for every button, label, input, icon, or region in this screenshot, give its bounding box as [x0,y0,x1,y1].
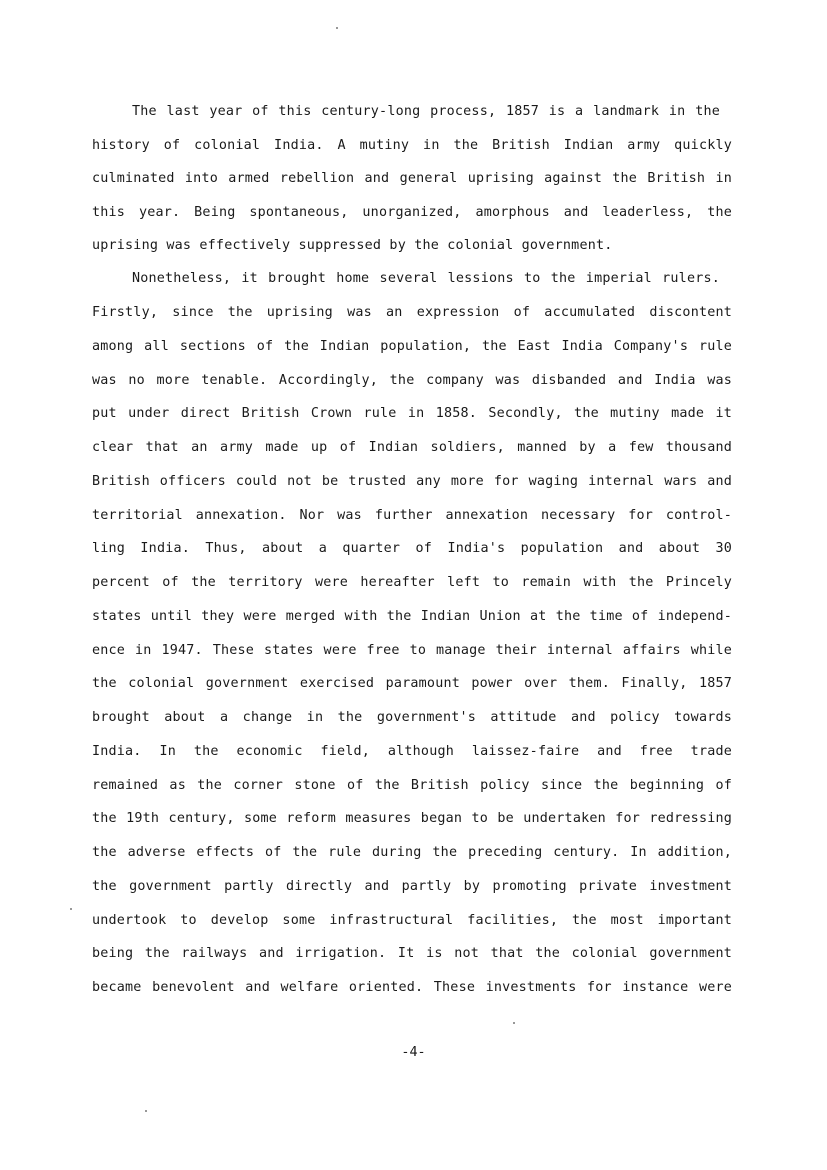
page-number: -4- [401,1045,426,1060]
paragraph-2-line-1: Nonetheless, it brought home several lessions to the imperial rulers. [132,271,720,286]
scan-speck [145,1110,147,1112]
paragraph-2-line-10: percent of the territory were hereafter left to remain with the Princely [92,575,732,590]
paragraph-2-line-14: brought about a change in the government's attitude and policy towards [92,710,732,725]
paragraph-2-line-20: undertook to develop some infrastructural facilities, the most important [92,913,732,928]
paragraph-1-line-5: uprising was effectively suppressed by the colonial government. [92,238,613,253]
paragraph-2-line-3: among all sections of the Indian population, the East India Company's rule [92,339,732,354]
paragraph-2-line-5: put under direct British Crown rule in 1858. Secondly, the mutiny made it [92,406,732,421]
paragraph-2-line-15: India. In the economic field, although laissez-faire and free trade [92,744,732,759]
paragraph-2-line-22: became benevolent and welfare oriented. These investments for instance were [92,980,732,995]
paragraph-2-line-8: territorial annexation. Nor was further annexation necessary for control- [92,508,732,523]
paragraph-2-line-18: the adverse effects of the rule during the preceding century. In addition, [92,845,732,860]
paragraph-1-line-2: history of colonial India. A mutiny in the British Indian army quickly [92,138,732,153]
paragraph-2-line-11: states until they were merged with the Indian Union at the time of independ- [92,609,732,624]
paragraph-1-line-3: culminated into armed rebellion and general uprising against the British in [92,171,732,186]
paragraph-2-line-19: the government partly directly and partly by promoting private investment [92,879,732,894]
paragraph-1-line-4: this year. Being spontaneous, unorganized, amorphous and leaderless, the [92,205,732,220]
scan-speck [70,908,72,910]
paragraph-2-line-6: clear that an army made up of Indian soldiers, manned by a few thousand [92,440,732,455]
paragraph-1-line-1: The last year of this century-long process, 1857 is a landmark in the [132,104,720,119]
paragraph-2-line-4: was no more tenable. Accordingly, the company was disbanded and India was [92,373,732,388]
paragraph-2-line-9: ling India. Thus, about a quarter of India's population and about 30 [92,541,732,556]
scan-speck [513,1022,515,1024]
scan-speck [336,27,338,29]
paragraph-2-line-21: being the railways and irrigation. It is not that the colonial government [92,946,732,961]
paragraph-2-line-12: ence in 1947. These states were free to manage their internal affairs while [92,643,732,658]
paragraph-2-line-17: the 19th century, some reform measures began to be undertaken for redressing [92,811,732,826]
paragraph-2-line-2: Firstly, since the uprising was an expression of accumulated discontent [92,305,732,320]
paragraph-2-line-7: British officers could not be trusted any more for waging internal wars and [92,474,732,489]
paragraph-2-line-13: the colonial government exercised paramount power over them. Finally, 1857 [92,676,732,691]
paragraph-2-line-16: remained as the corner stone of the British policy since the beginning of [92,778,732,793]
